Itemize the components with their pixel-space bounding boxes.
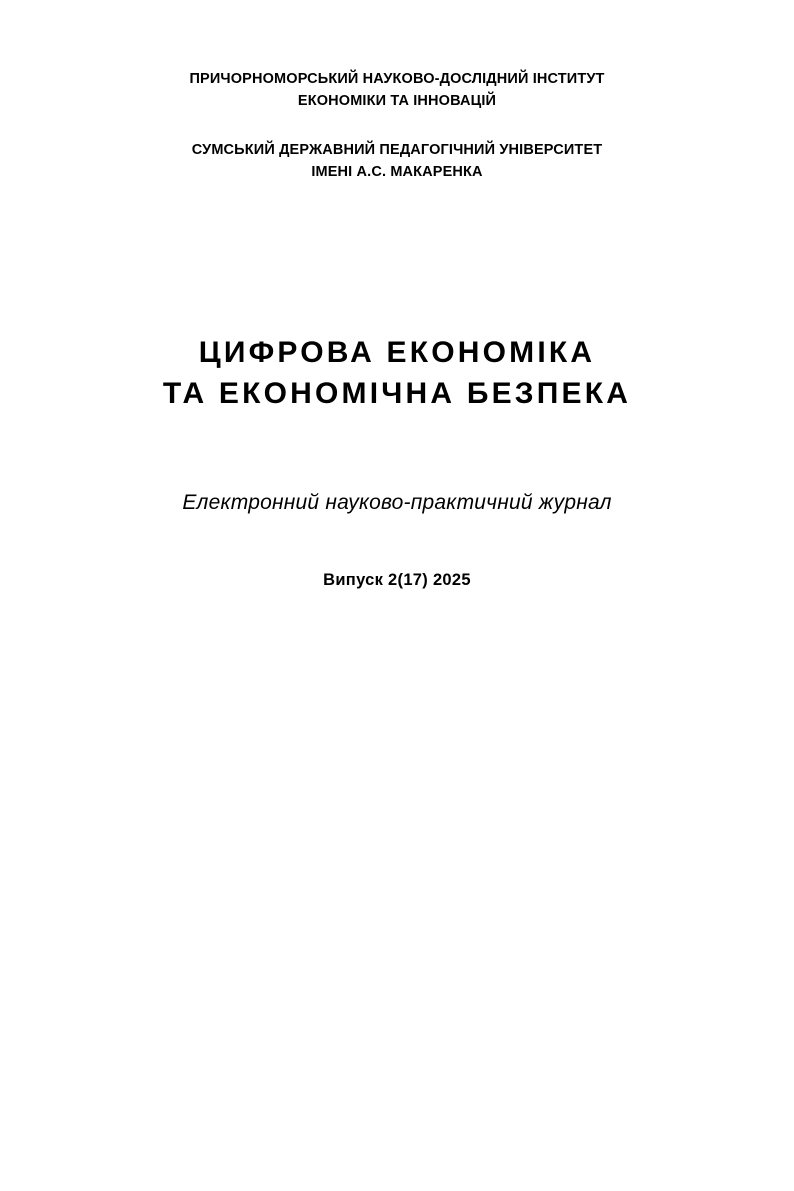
institution-secondary xyxy=(0,139,794,184)
journal-cover-page xyxy=(0,68,794,1191)
page-title xyxy=(0,332,794,415)
institution-secondary-line-1: СУМСЬКИЙ ДЕРЖАВНИЙ ПЕДАГОГІЧНИЙ УНІВЕРСИТЕТ xyxy=(191,141,603,158)
institution-primary-line-1: ПРИЧОРНОМОРСЬКИЙ НАУКОВО-ДОСЛІДНИЙ ІНСТИТУТ xyxy=(189,71,605,87)
page-subtitle: Електронний науково-практичний журнал xyxy=(182,490,612,514)
page-title-line-2: ТА ЕКОНОМІЧНА БЕЗПЕКА xyxy=(162,377,632,411)
institution-secondary-line-2: ІМЕНІ А.С. МАКАРЕНКА xyxy=(311,164,483,181)
issue-label: Випуск 2(17) 2025 xyxy=(323,570,471,589)
page-title-line-1: ЦИФРОВА ЕКОНОМІКА xyxy=(198,335,596,369)
institution-primary xyxy=(0,68,794,113)
institutions-block xyxy=(0,68,794,184)
institution-primary-line-2: ЕКОНОМІКИ ТА ІННОВАЦІЙ xyxy=(297,93,497,110)
